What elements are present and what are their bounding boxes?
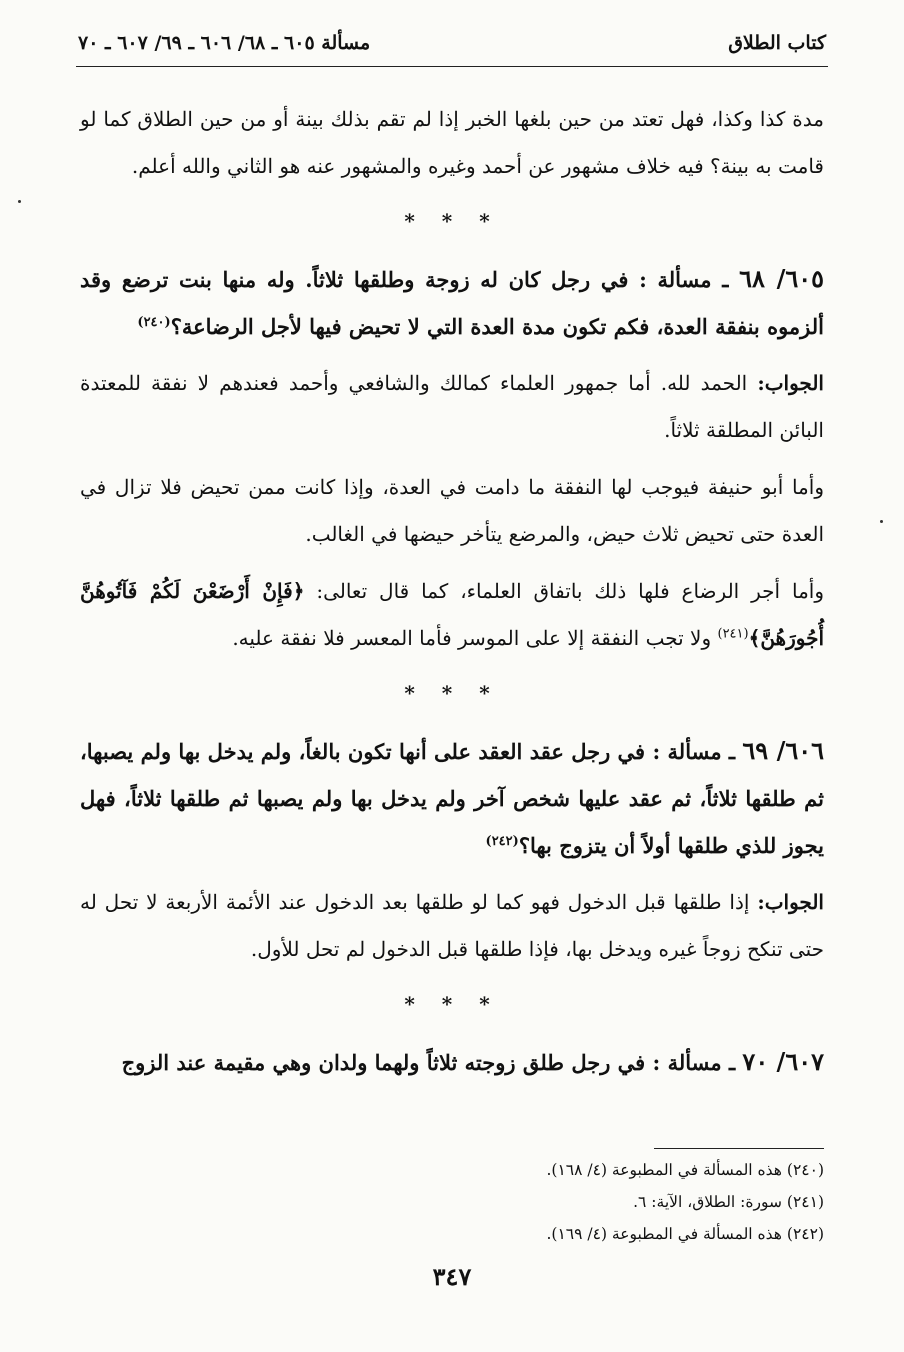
answer-605-para3-after: ولا تجب النفقة إلا على الموسر فأما المعسر فلا نفقة عليه. [232, 626, 712, 650]
question-605-number: ٦٠٥/ ٦٨ [739, 264, 825, 293]
answer-605-text: الحمد لله. أما جمهور العلماء كمالك والشافعي وأحمد فعندهم لا نفقة للمعتدة البائن المطلقة ثلاثاً. [80, 371, 824, 442]
question-607-number: ٦٠٧/ ٧٠ [742, 1047, 824, 1076]
question-607-label: ـ مسألة : [652, 1050, 736, 1075]
footnote-241: (٢٤١) سورة: الطلاق، الآية: ٦. [633, 1193, 824, 1211]
section-separator: * * * [404, 681, 500, 705]
section-separator: * * * [404, 209, 500, 233]
answer-605-para3-before: وأما أجر الرضاع فلها ذلك باتفاق العلماء، كما قال تعالى: [316, 579, 824, 603]
footnote-ref-241: (٢٤١) [717, 626, 749, 642]
question-607-text: في رجل طلق زوجته ثلاثاً ولهما ولدان وهي مقيمة عند الزوج [121, 1050, 646, 1075]
intro-paragraph: مدة كذا وكذا، فهل تعتد من حين بلغها الخبر إذا لم تقم بذلك بينة أو من حين الطلاق كما لو قامت به بينة؟ فيه خلاف مشهور عن أحمد وغيره والمشهور عنه هو الثاني والله أعلم. [80, 107, 824, 178]
answer-605 [80, 360, 824, 454]
question-606 [80, 727, 824, 869]
answer-605-para2: وأما أبو حنيفة فيوجب لها النفقة ما دامت في العدة، وإذا كانت ممن تحيض فلا تزال في العدة حتى تحيض ثلاث حيض، والمرضع يتأخر حيضها في الغالب. [80, 475, 824, 546]
page-number: ٣٤٧ [432, 1262, 472, 1291]
scan-speck [880, 520, 883, 523]
answer-606-label: الجواب: [757, 890, 824, 914]
page-body [80, 96, 824, 1086]
header-rule [76, 66, 828, 67]
question-606-label: ـ مسألة : [652, 739, 736, 764]
question-605-text: في رجل كان له زوجة وطلقها ثلاثاً. وله منها بنت ترضع وقد ألزموه بنفقة العدة، فكم تكون مدة العدة التي لا تحيض فيها لأجل الرضاعة؟ [80, 267, 824, 339]
scan-speck [18, 200, 21, 203]
footnote-rule [654, 1148, 824, 1149]
answer-606 [80, 879, 824, 973]
answer-606-text: إذا طلقها قبل الدخول فهو كما لو طلقها بعد الدخول عند الأئمة الأربعة لا تحل له حتى تنكح زوجاً غيره ويدخل بها، فإذا طلقها قبل الدخول لم تحل للأول. [80, 890, 824, 961]
footnote-240: (٢٤٠) هذه المسألة في المطبوعة (٤/ ١٦٨). [546, 1161, 824, 1179]
answer-605-label: الجواب: [757, 371, 824, 395]
header-book-title: كتاب الطلاق [728, 32, 826, 54]
answer-605-para3 [80, 568, 824, 662]
section-separator: * * * [404, 992, 500, 1016]
footnotes [80, 1154, 824, 1250]
footnote-242: (٢٤٢) هذه المسألة في المطبوعة (٤/ ١٦٩). [546, 1225, 824, 1243]
question-607 [80, 1038, 824, 1086]
quran-verse: ﴿فَإِنْ أَرْضَعْنَ لَكُمْ فَآتُوهُنَّ أُجُورَهُنَّ﴾ [80, 579, 824, 650]
running-header [78, 28, 826, 62]
footnote-ref-240: (٢٤٠) [137, 315, 171, 330]
footnote-ref-242: (٢٤٢) [485, 834, 519, 849]
question-606-number: ٦٠٦/ ٦٩ [742, 736, 825, 765]
question-605-label: ـ مسألة : [639, 267, 729, 292]
question-605 [80, 255, 824, 350]
header-questions-range: مسألة ٦٠٥ ـ ٦٨/ ٦٠٦ ـ ٦٩/ ٦٠٧ ـ ٧٠ [78, 32, 371, 54]
question-606-text: في رجل عقد العقد على أنها تكون بالغاً، ولم يدخل بها ولم يصبها، ثم طلقها ثلاثاً، ثم عقد عليها شخص آخر ولم يدخل بها ولم يصبها ثم طلقها ثلاثاً، فهل يجوز للذي طلقها أولاً أن يتزوج بها؟ [80, 739, 824, 858]
